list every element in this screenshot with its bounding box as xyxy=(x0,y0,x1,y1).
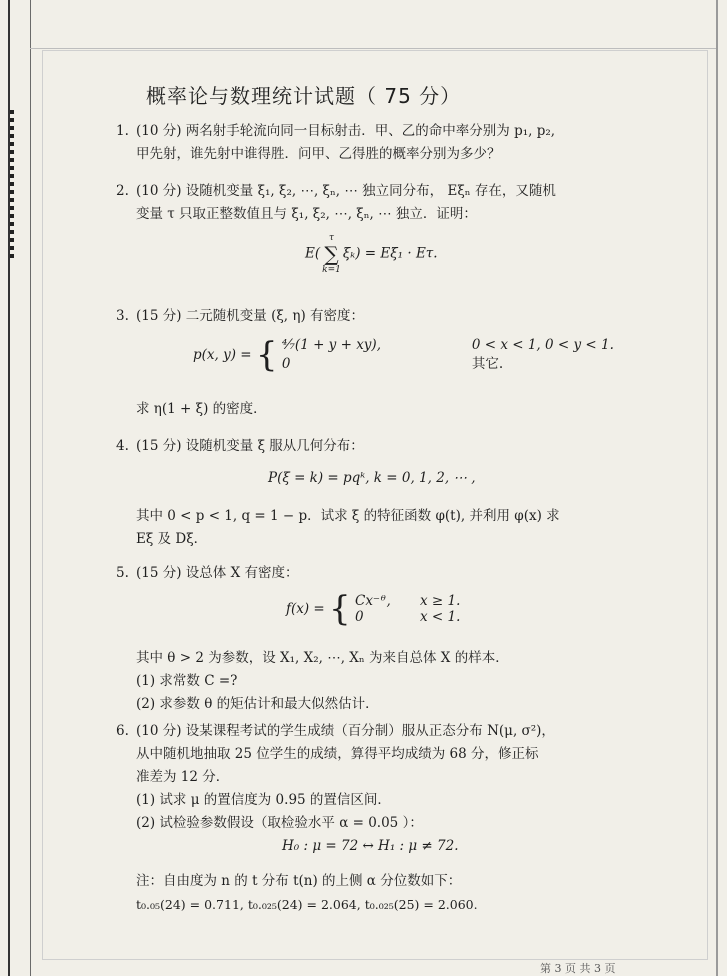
exam-title: 概率论与数理统计试题（ 75 分） xyxy=(146,84,462,108)
formula-q3: p(x, y) = { ⁴⁄₇(1 + y + xy), 0 < x < 1, 0 < y < 1. 0 其它. xyxy=(193,335,614,375)
question-3-tail: 求 η(1 + ξ) 的密度． xyxy=(136,401,267,417)
question-5: 5. (15 分) 设总体 X 有密度： xyxy=(116,565,299,581)
question-1: 1. (10 分) 两名射手轮流向同一目标射击．甲、乙的命中率分别为 p₁, p₂, 甲先射，谁先射中谁得胜．问甲、乙得胜的概率分别为多少？ xyxy=(116,123,556,162)
question-4-tail: 其中 0 < p < 1, q = 1 − p．试求 ξ 的特征函数 φ(t), 并利用 φ(x) 求 Eξ 及 Dξ． xyxy=(136,508,560,547)
question-4: 4. (15 分) 设随机变量 ξ 服从几何分布： xyxy=(116,438,364,454)
binding-holes xyxy=(10,110,14,260)
binding-line xyxy=(30,0,31,976)
question-2: 2. (10 分) 设随机变量 ξ₁, ξ₂, ⋯, ξₙ, ⋯ 独立同分布， Eξₙ 存在，又随机 变量 τ 只取正整数值且与 ξ₁, ξ₂, ⋯, ξₙ, ⋯ 独立．证明： xyxy=(116,183,556,222)
formula-q6: H₀ : μ = 72 ↔ H₁ : μ ≠ 72. xyxy=(282,838,459,854)
formula-q4: P(ξ = k) = pqᵏ, k = 0, 1, 2, ⋯ , xyxy=(268,470,476,486)
formula-q5: f(x) = { Cx⁻ᶿ, x ≥ 1. 0 x < 1. xyxy=(286,589,461,629)
formula-q2: E( τ ∑ k=1 ξₖ) = Eξ₁ · Eτ. xyxy=(305,233,438,275)
page-footer: 第 3 页 共 3 页 xyxy=(540,962,616,975)
question-3: 3. (15 分) 二元随机变量 (ξ, η) 有密度： xyxy=(116,308,365,324)
question-6-note: 注：自由度为 n 的 t 分布 t(n) 的上侧 α 分位数如下： t₀.₀₅(24) = 0.711, t₀.₀₂₅(24) = 2.064, t₀.₀₂₅(25) = 2.060. xyxy=(136,873,478,912)
question-6: 6. (10 分) 设某课程考试的学生成绩（百分制）服从正态分布 N(μ, σ²)， 从中随机地抽取 25 位学生的成绩，算得平均成绩为 68 分，修正标 准差为 12 分． (1) 试求 μ 的置信度为 0.95 的置信区间． (2) 试检验参数假设（取检验水平 α = 0.05 ）： xyxy=(116,723,555,831)
top-rule xyxy=(30,48,716,49)
page-edge-right xyxy=(716,0,718,976)
question-5-tail: 其中 θ > 2 为参数，设 X₁, X₂, ⋯, Xₙ 为来自总体 X 的样本． (1) 求常数 C =? (2) 求参数 θ 的矩估计和最大似然估计． xyxy=(136,650,509,712)
